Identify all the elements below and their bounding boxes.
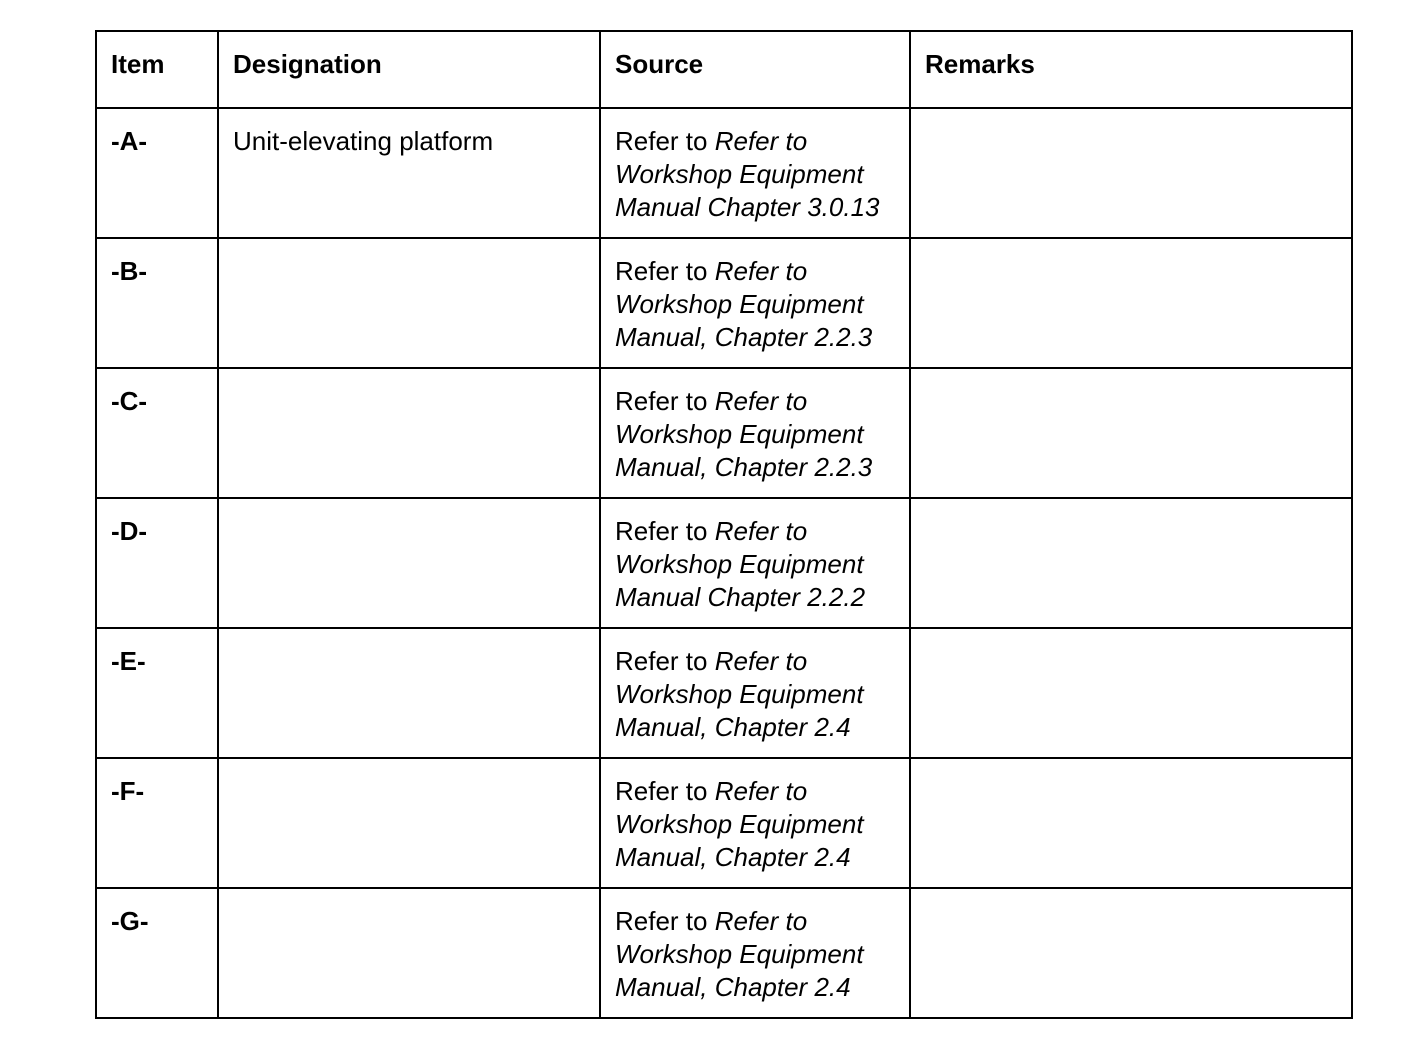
source-prefix: Refer to	[615, 646, 715, 676]
source-reference: Refer to Workshop Equipment Manual, Chapter 2.4	[615, 776, 864, 872]
table-row	[96, 498, 1352, 628]
remarks-cell	[910, 108, 1352, 238]
source-reference: Refer to Workshop Equipment Manual, Chapter 2.2.3	[615, 256, 873, 352]
source-reference: Refer to Workshop Equipment Manual Chapter 2.2.2	[615, 516, 866, 612]
designation-cell	[218, 238, 600, 368]
table-row	[96, 758, 1352, 888]
source-cell	[600, 758, 910, 888]
remarks-cell	[910, 368, 1352, 498]
table-row	[96, 368, 1352, 498]
source-prefix: Refer to	[615, 386, 715, 416]
source-reference: Refer to Workshop Equipment Manual, Chapter 2.4	[615, 646, 864, 742]
source-cell	[600, 108, 910, 238]
source-reference: Refer to Workshop Equipment Manual, Chapter 2.4	[615, 906, 864, 1002]
source-reference: Refer to Workshop Equipment Manual Chapter 3.0.13	[615, 126, 880, 222]
header-source: Source	[600, 31, 910, 108]
item-cell: -B-	[96, 238, 218, 368]
item-cell: -A-	[96, 108, 218, 238]
header-designation: Designation	[218, 31, 600, 108]
item-cell: -G-	[96, 888, 218, 1018]
table-row	[96, 238, 1352, 368]
designation-cell	[218, 368, 600, 498]
source-cell	[600, 498, 910, 628]
table-row	[96, 628, 1352, 758]
remarks-cell	[910, 888, 1352, 1018]
table-row	[96, 108, 1352, 238]
item-cell: -F-	[96, 758, 218, 888]
designation-cell	[218, 758, 600, 888]
source-prefix: Refer to	[615, 906, 715, 936]
source-prefix: Refer to	[615, 776, 715, 806]
designation-cell	[218, 628, 600, 758]
header-item: Item	[96, 31, 218, 108]
equipment-table	[95, 30, 1353, 1019]
table-row	[96, 888, 1352, 1018]
item-cell: -E-	[96, 628, 218, 758]
designation-cell	[218, 498, 600, 628]
designation-cell	[218, 888, 600, 1018]
remarks-cell	[910, 758, 1352, 888]
item-cell: -C-	[96, 368, 218, 498]
header-remarks: Remarks	[910, 31, 1352, 108]
source-reference: Refer to Workshop Equipment Manual, Chapter 2.2.3	[615, 386, 873, 482]
designation-cell: Unit-elevating platform	[218, 108, 600, 238]
item-cell: -D-	[96, 498, 218, 628]
source-cell	[600, 238, 910, 368]
remarks-cell	[910, 498, 1352, 628]
table-header-row	[96, 31, 1352, 108]
source-cell	[600, 628, 910, 758]
source-prefix: Refer to	[615, 516, 715, 546]
source-cell	[600, 888, 910, 1018]
source-prefix: Refer to	[615, 126, 715, 156]
source-cell	[600, 368, 910, 498]
remarks-cell	[910, 238, 1352, 368]
remarks-cell	[910, 628, 1352, 758]
source-prefix: Refer to	[615, 256, 715, 286]
